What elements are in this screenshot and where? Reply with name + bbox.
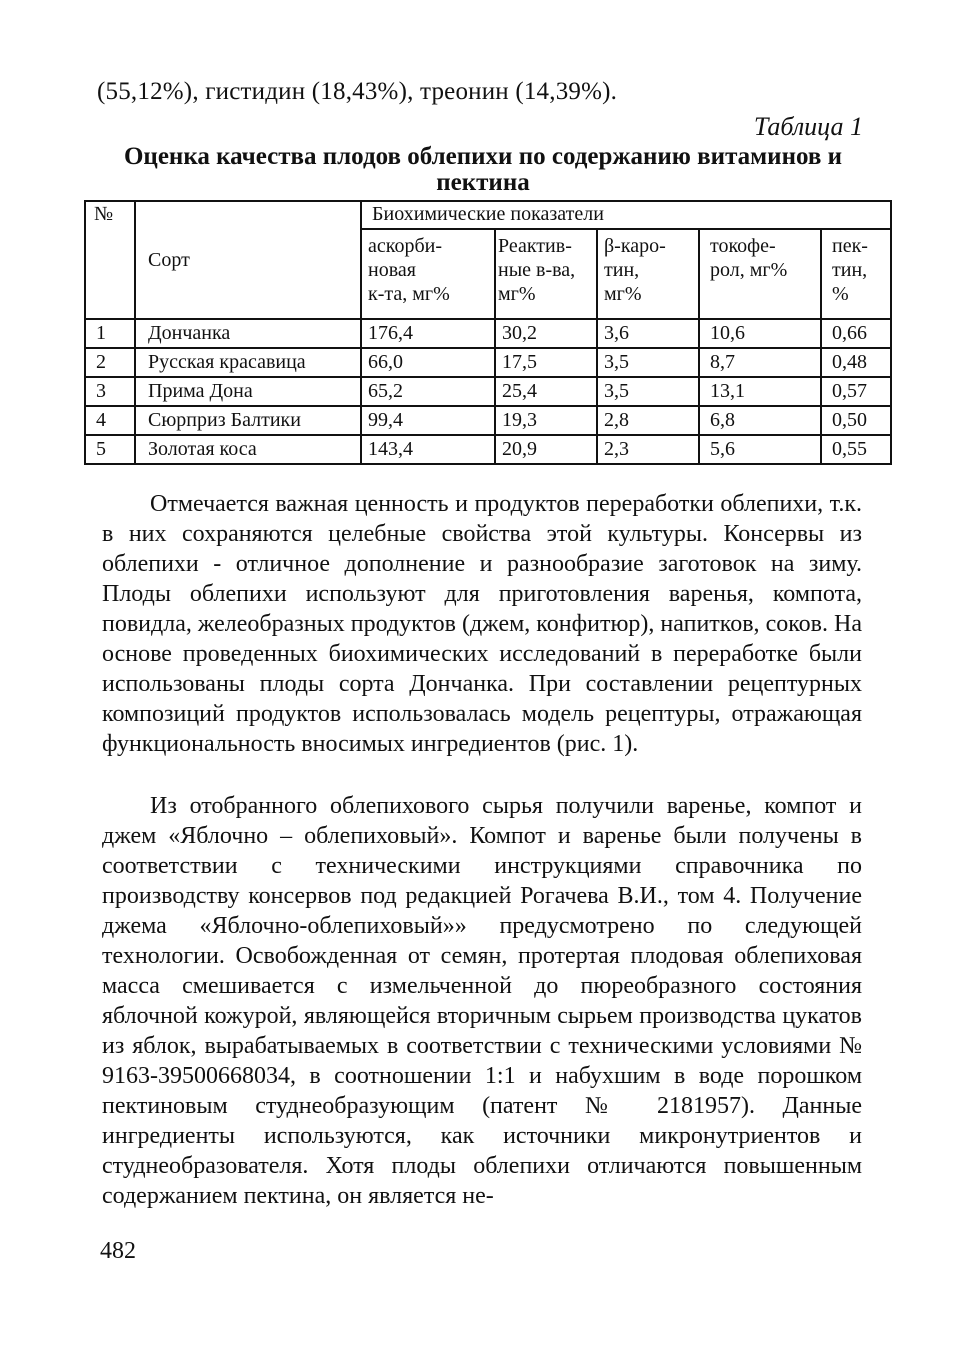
cell-reactive: 25,4 <box>495 377 597 406</box>
row-variety: Золотая коса <box>135 435 361 464</box>
row-variety: Прима Дона <box>135 377 361 406</box>
cell-ascorbic: 66,0 <box>361 348 495 377</box>
cell-tocopherol: 5,6 <box>699 435 821 464</box>
header-num: № <box>85 201 135 319</box>
cell-tocopherol: 8,7 <box>699 348 821 377</box>
cell-pectin: 0,48 <box>821 348 891 377</box>
table-row <box>85 435 891 464</box>
cell-ascorbic: 65,2 <box>361 377 495 406</box>
cell-carotene: 3,6 <box>597 319 699 348</box>
cell-pectin: 0,57 <box>821 377 891 406</box>
cell-carotene: 2,3 <box>597 435 699 464</box>
cell-pectin: 0,50 <box>821 406 891 435</box>
cell-pectin: 0,55 <box>821 435 891 464</box>
cell-reactive: 30,2 <box>495 319 597 348</box>
cell-carotene: 3,5 <box>597 348 699 377</box>
header-variety: Сорт <box>135 201 361 319</box>
row-variety: Русская красавица <box>135 348 361 377</box>
top-text-line: (55,12%), гистидин (18,43%), треонин (14,39%). <box>97 78 618 105</box>
cell-reactive: 17,5 <box>495 348 597 377</box>
header-reactive: Реактив- ные в-ва, мг% <box>495 229 597 319</box>
header-tocopherol: токофе- рол, мг% <box>699 229 821 319</box>
row-variety: Дончанка <box>135 319 361 348</box>
cell-pectin: 0,66 <box>821 319 891 348</box>
page-number: 482 <box>100 1238 136 1264</box>
header-carotene: β-каро- тин, мг% <box>597 229 699 319</box>
header-ascorbic: аскорби- новая к-та, мг% <box>361 229 495 319</box>
table-row <box>85 319 891 348</box>
cell-carotene: 3,5 <box>597 377 699 406</box>
header-group: Биохимические показатели <box>361 201 891 229</box>
table-label: Таблица 1 <box>753 112 863 141</box>
cell-reactive: 20,9 <box>495 435 597 464</box>
cell-ascorbic: 176,4 <box>361 319 495 348</box>
cell-carotene: 2,8 <box>597 406 699 435</box>
table-row <box>85 348 891 377</box>
row-variety: Сюрприз Балтики <box>135 406 361 435</box>
row-num: 2 <box>85 348 135 377</box>
body-paragraph-1: Отмечается важная ценность и продуктов переработки облепихи, т.к. в них сохраняются целебные свойства этой культуры. Консервы из облепихи - отличное дополнение и разнообразие заготовок на зиму. Плоды облепихи используют для приготовления варенья, компота, повидла, желеобразных продуктов (джем, конфитюр), напитков, соков. На основе проведенных биохимических исследований в переработке были использованы плоды сорта Дончанка. При составлении рецептурных композиций продуктов использовалась модель рецептуры, отражающая функциональность вносимых ингредиентов (рис. 1). <box>102 491 862 757</box>
body-paragraph-2: Из отобранного облепихового сырья получили варенье, компот и джем «Яблочно – облепиховый». Компот и варенье были получены в соответствии с техническими инструкциями справочника по производству консервов под редакцией Рогачева В.И., том 4. Получение джема «Яблочно-облепиховый»» предусмотрено по следующей технологии. Освобожденная от семян, протертая плодовая облепиховая масса смешивается с измельченной до пюреобразного состояния яблочной кожурой, являющейся вторичным сырьем производства цукатов из яблок, вырабатываемых в соответствии с техническими условиями № 9163-39500668034, в соотношении 1:1 и набухшим в воде порошком пектиновым студнеобразующим (патент № 2181957). Данные ингредиенты используются, как источники микронутриентов и студнеобразователя. Хотя плоды облепихи отличаются повышенным содержанием пектина, он является не- <box>102 793 862 1209</box>
table-row <box>85 406 891 435</box>
table-title: Оценка качества плодов облепихи по содержанию витаминов и пектина <box>123 143 843 196</box>
cell-ascorbic: 99,4 <box>361 406 495 435</box>
cell-tocopherol: 13,1 <box>699 377 821 406</box>
quality-table <box>84 200 892 465</box>
cell-tocopherol: 6,8 <box>699 406 821 435</box>
cell-reactive: 19,3 <box>495 406 597 435</box>
header-pectin: пек- тин, % <box>821 229 891 319</box>
row-num: 4 <box>85 406 135 435</box>
row-num: 1 <box>85 319 135 348</box>
cell-tocopherol: 10,6 <box>699 319 821 348</box>
row-num: 3 <box>85 377 135 406</box>
row-num: 5 <box>85 435 135 464</box>
cell-ascorbic: 143,4 <box>361 435 495 464</box>
table-row <box>85 377 891 406</box>
